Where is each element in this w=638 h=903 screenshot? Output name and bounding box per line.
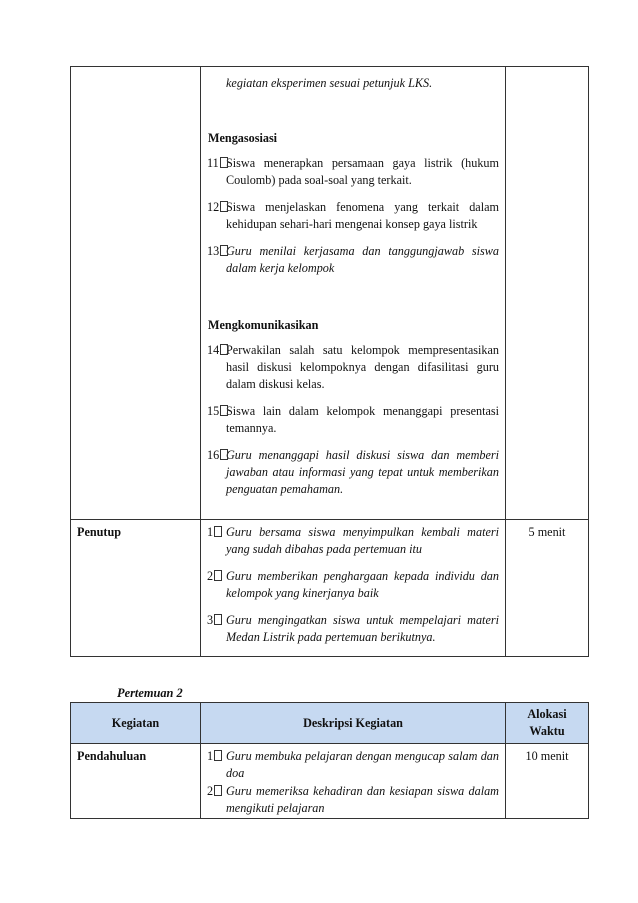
- row-label-penutup: Penutup: [71, 520, 201, 657]
- continuation-text: kegiatan eksperimen sesuai petunjuk LKS.: [226, 76, 433, 90]
- row-label-pendahuluan: Pendahuluan: [71, 744, 201, 819]
- item-number: 2: [207, 568, 222, 585]
- item-number: 11: [207, 155, 228, 172]
- list-item: 14 Perwakilan salah satu kelompok mempresentasikan hasil diskusi kelompoknya dengan difasilitasi guru dalam diskusi kelas.: [207, 343, 499, 391]
- list-item: 12 Siswa menjelaskan fenomena yang terkait dalam kehidupan sehari-hari mengenai konsep gaya listrik: [207, 200, 499, 231]
- activity-table-continued: [70, 66, 589, 657]
- phase-title: Mengasosiasi: [208, 131, 278, 145]
- description-cell: [201, 744, 506, 819]
- list-item: 3 Guru mengingatkan siswa untuk mempelajari materi Medan Listrik pada pertemuan berikutnya.: [207, 613, 499, 644]
- item-number: 2: [207, 783, 222, 800]
- table-row: [71, 67, 589, 520]
- list-item: 11 Siswa menerapkan persamaan gaya listrik (hukum Coulomb) pada soal-soal yang terkait.: [207, 156, 499, 187]
- item-number: 13: [207, 243, 228, 260]
- item-number: 15: [207, 403, 228, 420]
- item-number: 14: [207, 342, 228, 359]
- list-item: 15 Siswa lain dalam kelompok menanggapi presentasi temannya.: [207, 404, 499, 435]
- phase-title: Mengkomunikasikan: [208, 318, 319, 332]
- allocation-value: 10 menit: [506, 744, 589, 819]
- table-row: [71, 520, 589, 657]
- description-cell: [201, 520, 506, 657]
- list-item: 16 Guru menanggapi hasil diskusi siswa dan memberi jawaban atau informasi yang tepat untuk memberikan penguatan pemahaman.: [207, 448, 499, 496]
- table-row: [71, 744, 589, 819]
- list-item: 1 Guru bersama siswa menyimpulkan kembali materi yang sudah dibahas pada pertemuan itu: [207, 525, 499, 556]
- list-item: 13 Guru menilai kerjasama dan tanggungjawab siswa dalam kerja kelompok: [207, 244, 499, 275]
- allocation-value: 5 menit: [506, 520, 589, 657]
- item-number: 12: [207, 199, 228, 216]
- header-alokasi: Alokasi Waktu: [506, 703, 589, 744]
- meeting-title: Pertemuan 2: [117, 686, 183, 700]
- header-deskripsi: Deskripsi Kegiatan: [201, 703, 506, 744]
- list-item: 2 Guru memeriksa kehadiran dan kesiapan siswa dalam mengikuti pelajaran: [207, 784, 499, 815]
- item-number: 1: [207, 748, 222, 765]
- description-cell: [201, 67, 506, 520]
- table-header-row: [71, 703, 589, 744]
- allocation-cell: [506, 67, 589, 520]
- list-item: 1 Guru membuka pelajaran dengan mengucap salam dan doa: [207, 749, 499, 780]
- item-number: 3: [207, 612, 222, 629]
- empty-cell: [71, 67, 201, 520]
- header-kegiatan: Kegiatan: [71, 703, 201, 744]
- meeting2-table: [70, 702, 589, 819]
- list-item: 2 Guru memberikan penghargaan kepada individu dan kelompok yang kinerjanya baik: [207, 569, 499, 600]
- item-number: 1: [207, 524, 222, 541]
- item-number: 16: [207, 447, 228, 464]
